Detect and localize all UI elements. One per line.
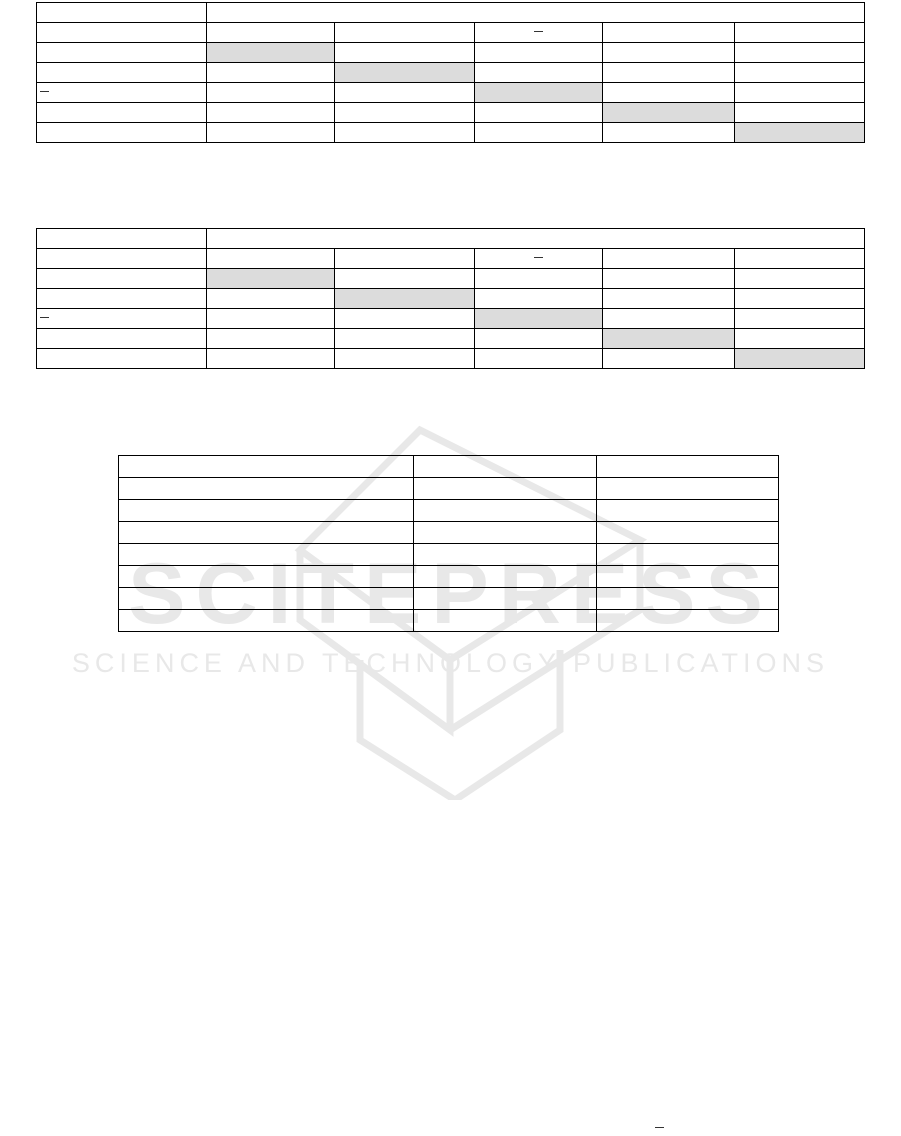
table-cell xyxy=(207,83,335,103)
table-cell xyxy=(603,83,735,103)
table-cell xyxy=(119,456,414,478)
table-row xyxy=(37,229,865,249)
table-cell xyxy=(735,63,865,83)
table-cell xyxy=(735,83,865,103)
table-cell xyxy=(335,123,475,143)
table-cell xyxy=(414,522,597,544)
table-cell xyxy=(37,123,207,143)
table-cell xyxy=(207,123,335,143)
table-cell xyxy=(37,269,207,289)
table-cell xyxy=(335,249,475,269)
table-row xyxy=(37,289,865,309)
table-row xyxy=(119,522,779,544)
table-cell xyxy=(207,229,865,249)
table-cell-highlighted xyxy=(603,329,735,349)
table-cell xyxy=(119,522,414,544)
table-cell xyxy=(603,309,735,329)
table-cell xyxy=(335,103,475,123)
table-cell-highlighted xyxy=(335,63,475,83)
table-cell xyxy=(597,566,779,588)
table-cell xyxy=(37,3,207,23)
table-cell xyxy=(119,588,414,610)
table-row xyxy=(37,103,865,123)
table-cell xyxy=(37,349,207,369)
table-cell xyxy=(335,329,475,349)
table-cell xyxy=(207,23,335,43)
table-cell xyxy=(207,289,335,309)
table-row xyxy=(37,123,865,143)
table-cell xyxy=(597,500,779,522)
table-cell xyxy=(475,289,603,309)
table-cell xyxy=(207,63,335,83)
table-row xyxy=(37,43,865,63)
table-cell xyxy=(597,588,779,610)
dash-glyph xyxy=(655,1127,664,1128)
table-cell-highlighted xyxy=(603,103,735,123)
table-cell xyxy=(414,478,597,500)
table-cell xyxy=(735,249,865,269)
table-cell xyxy=(414,566,597,588)
table-cell xyxy=(475,269,603,289)
table-row xyxy=(37,83,865,103)
table-cell xyxy=(603,249,735,269)
table-cell xyxy=(475,43,603,63)
dash-glyph xyxy=(534,257,543,258)
table-row xyxy=(37,329,865,349)
table-cell xyxy=(119,610,414,632)
table-cell xyxy=(207,349,335,369)
table-cell xyxy=(414,588,597,610)
table-cell xyxy=(597,478,779,500)
table-cell xyxy=(37,329,207,349)
table-cell xyxy=(475,349,603,369)
table-cell xyxy=(603,123,735,143)
table-cell xyxy=(414,456,597,478)
table-row xyxy=(37,349,865,369)
table-cell xyxy=(735,43,865,63)
table-cell xyxy=(37,103,207,123)
table-cell xyxy=(603,349,735,369)
table-cell xyxy=(603,63,735,83)
table-row xyxy=(119,588,779,610)
table-cell-highlighted xyxy=(475,309,603,329)
table-cell-highlighted xyxy=(735,349,865,369)
table-cell xyxy=(597,456,779,478)
table-cell xyxy=(475,103,603,123)
table-cell xyxy=(603,269,735,289)
table-cell xyxy=(414,544,597,566)
table-cell xyxy=(475,329,603,349)
table-cell xyxy=(597,522,779,544)
watermark-main-text: SCITEPRESS xyxy=(128,546,773,642)
table-row xyxy=(37,309,865,329)
table-cell xyxy=(475,249,603,269)
table-cell-highlighted xyxy=(735,123,865,143)
table-cell xyxy=(414,610,597,632)
watermark-sub-text: SCIENCE AND TECHNOLOGY PUBLICATIONS xyxy=(71,648,830,678)
table-cell xyxy=(335,269,475,289)
table-cell xyxy=(735,103,865,123)
table-cell xyxy=(37,23,207,43)
table-cell xyxy=(735,329,865,349)
table-cell-highlighted xyxy=(207,43,335,63)
table-cell xyxy=(37,229,207,249)
table-row xyxy=(37,269,865,289)
results-table-two xyxy=(36,228,865,369)
table-cell xyxy=(335,309,475,329)
table-cell xyxy=(37,43,207,63)
table-row xyxy=(37,3,865,23)
table-row xyxy=(119,478,779,500)
table-cell xyxy=(335,349,475,369)
table-cell-highlighted xyxy=(475,83,603,103)
dash-glyph xyxy=(534,31,543,32)
table-cell xyxy=(37,309,207,329)
table-cell xyxy=(735,23,865,43)
table-cell xyxy=(37,289,207,309)
table-cell xyxy=(475,63,603,83)
table-cell xyxy=(603,23,735,43)
table-row xyxy=(119,566,779,588)
table-cell xyxy=(207,3,865,23)
table-cell xyxy=(597,544,779,566)
table-cell-highlighted xyxy=(207,269,335,289)
table-row xyxy=(119,610,779,632)
dash-glyph xyxy=(40,91,49,92)
table-cell xyxy=(414,500,597,522)
table-row xyxy=(37,63,865,83)
table-cell xyxy=(37,249,207,269)
table-cell xyxy=(37,63,207,83)
page-mark xyxy=(655,1118,664,1136)
table-cell xyxy=(335,23,475,43)
table-cell xyxy=(207,103,335,123)
table-cell xyxy=(207,329,335,349)
table-cell xyxy=(207,309,335,329)
table-cell xyxy=(37,83,207,103)
table-cell xyxy=(119,566,414,588)
table-cell xyxy=(207,249,335,269)
table-cell xyxy=(119,478,414,500)
table-cell xyxy=(735,289,865,309)
table-cell xyxy=(603,289,735,309)
results-table-one xyxy=(36,2,865,143)
table-cell xyxy=(597,610,779,632)
results-table-three xyxy=(118,455,779,632)
table-cell xyxy=(475,23,603,43)
table-cell xyxy=(603,43,735,63)
table-cell xyxy=(735,269,865,289)
table-cell xyxy=(119,544,414,566)
table-row xyxy=(119,456,779,478)
table-row xyxy=(37,249,865,269)
table-cell xyxy=(735,309,865,329)
table-cell-highlighted xyxy=(335,289,475,309)
dash-glyph xyxy=(40,317,49,318)
table-cell xyxy=(475,123,603,143)
table-cell xyxy=(335,83,475,103)
table-row xyxy=(119,500,779,522)
table-cell xyxy=(119,500,414,522)
table-row xyxy=(119,544,779,566)
table-cell xyxy=(335,43,475,63)
table-row xyxy=(37,23,865,43)
